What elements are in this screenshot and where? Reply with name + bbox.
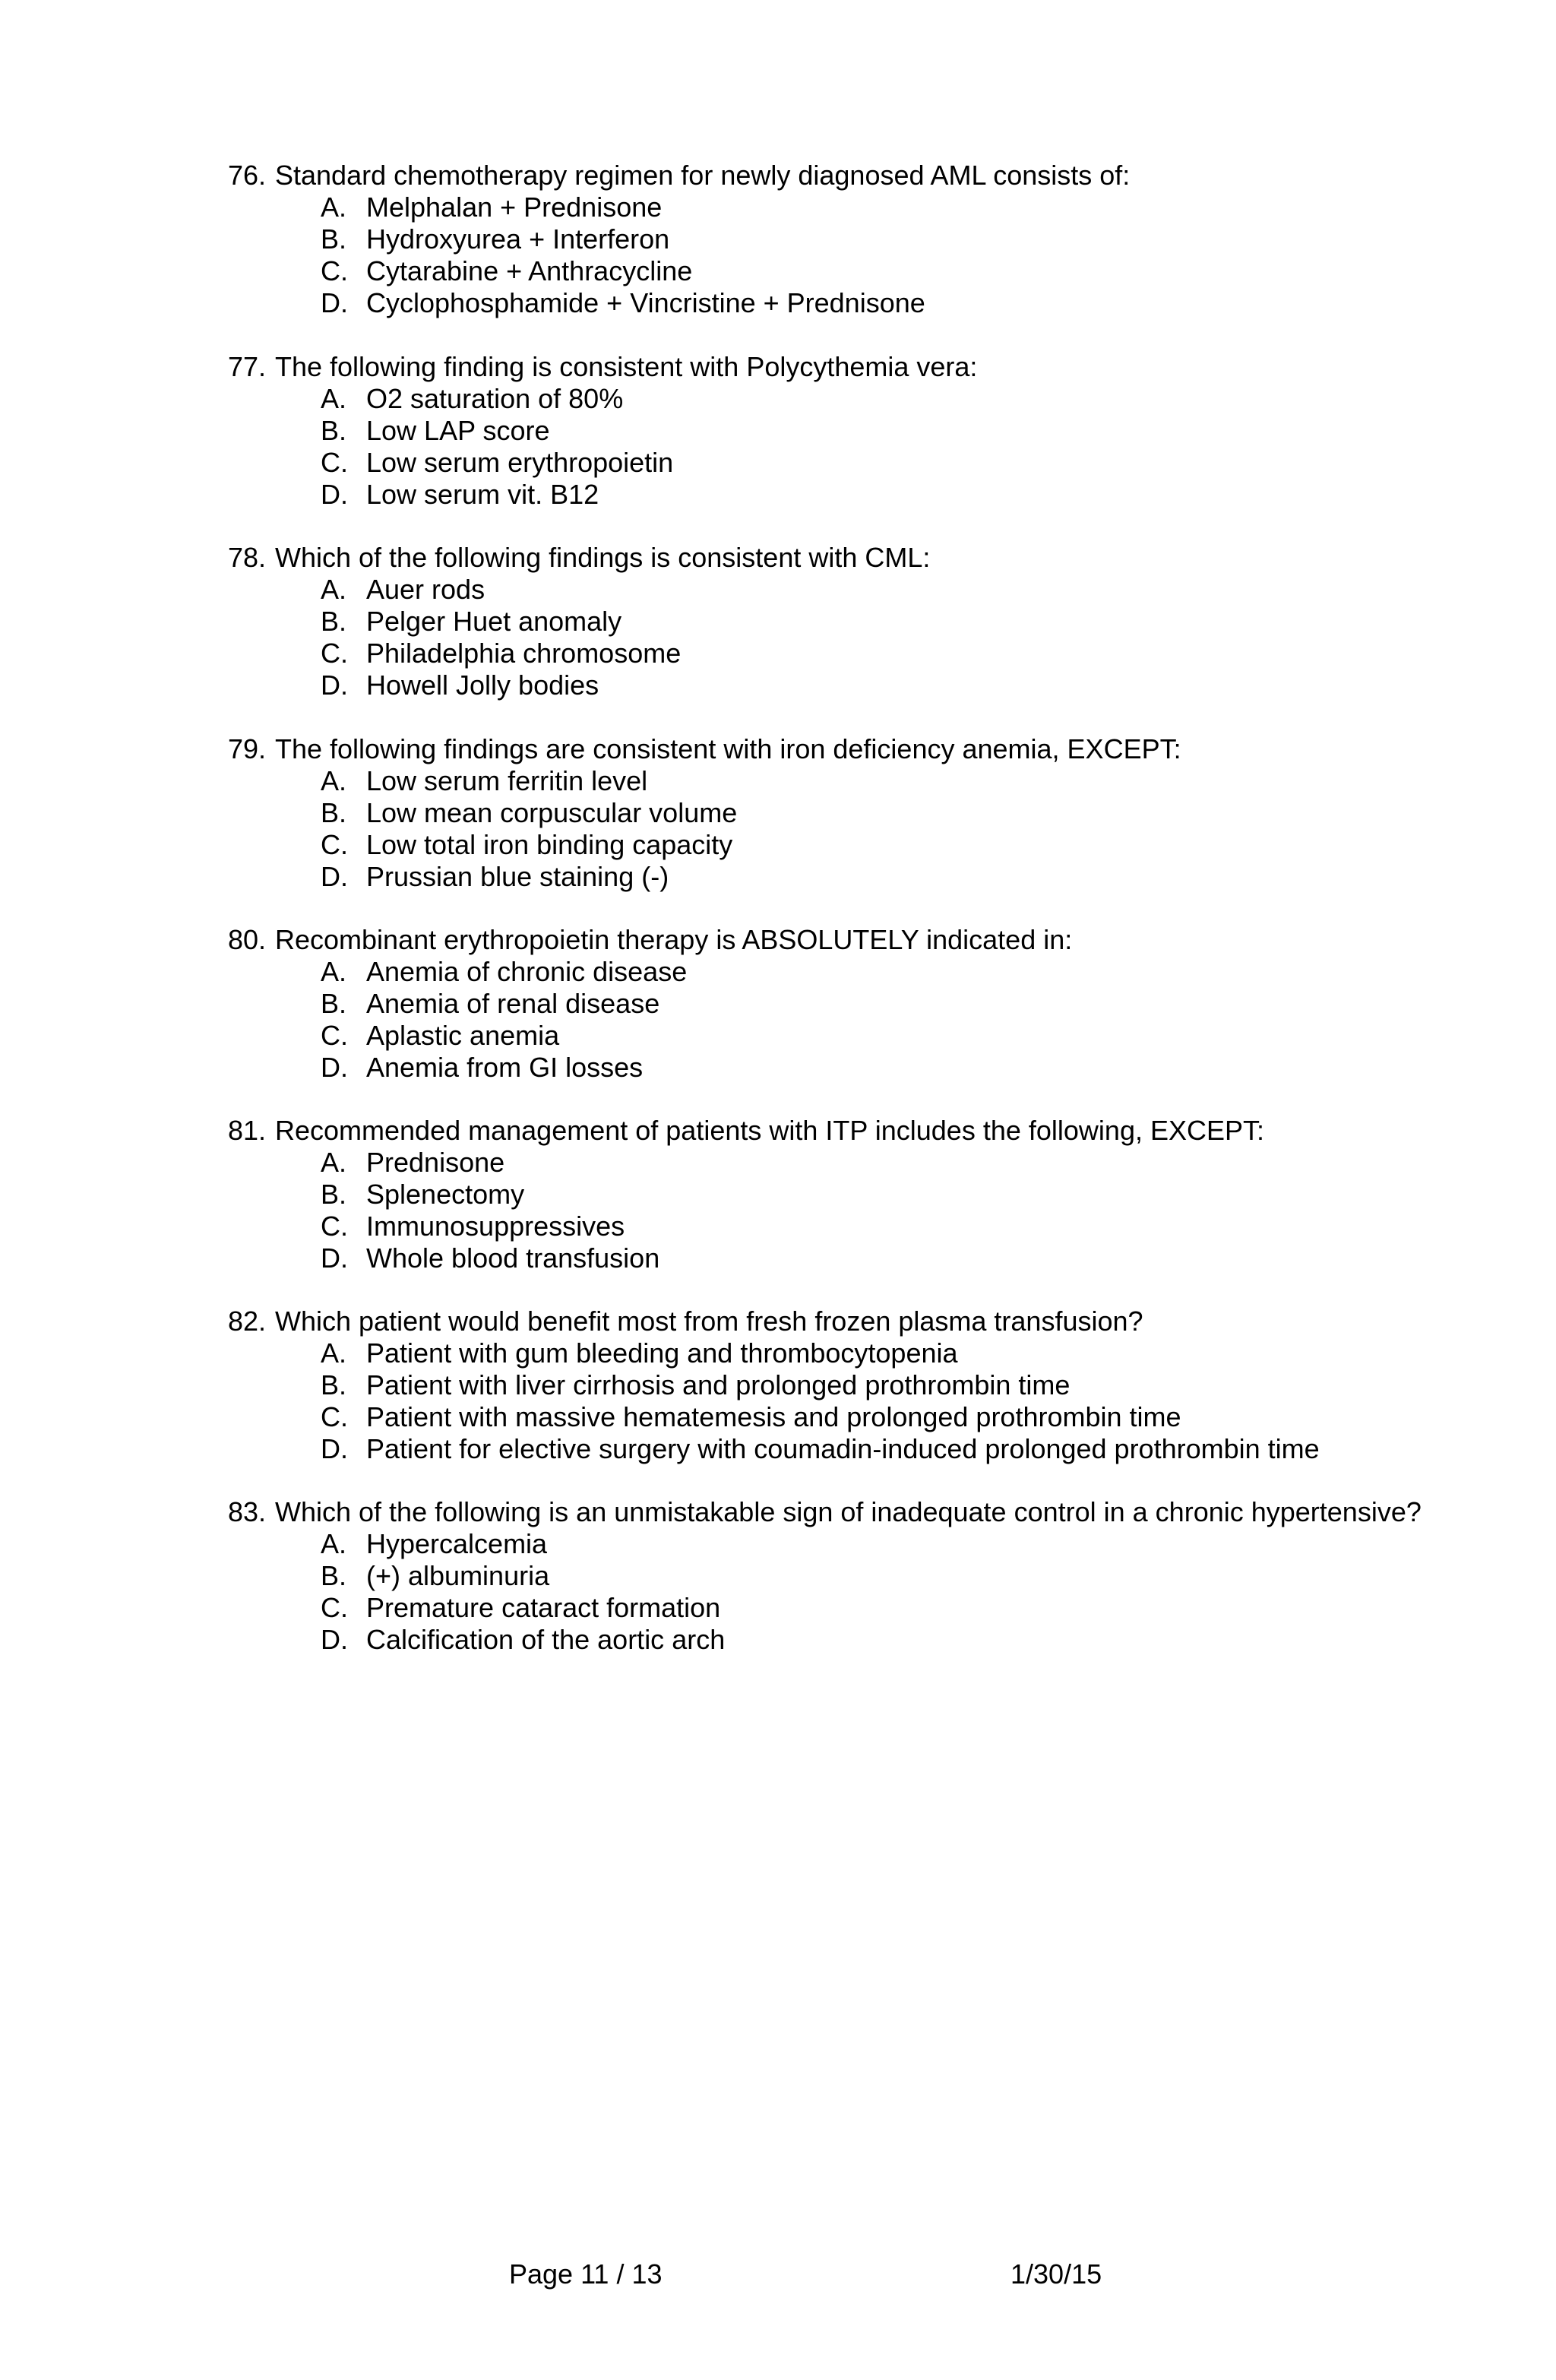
choice-list — [228, 1147, 1428, 1274]
question-number: 82. — [228, 1306, 267, 1337]
choice-letter: B. — [321, 1369, 347, 1400]
choice-text: Anemia of chronic disease — [366, 956, 688, 987]
question-text: Which patient would benefit most from fresh frozen plasma transfusion? — [275, 1306, 1143, 1337]
choice-letter: A. — [321, 383, 347, 414]
choice-a — [228, 383, 1428, 415]
question-number: 81. — [228, 1115, 267, 1146]
question-stem — [228, 733, 1428, 765]
choice-b — [228, 1179, 1428, 1211]
choice-letter: C. — [321, 1020, 348, 1051]
question-number: 76. — [228, 160, 267, 191]
choice-text: Low total iron binding capacity — [366, 829, 733, 860]
choice-list — [228, 765, 1428, 893]
choice-text: Aplastic anemia — [366, 1020, 560, 1051]
choice-letter: B. — [321, 1560, 347, 1591]
choice-b — [228, 415, 1428, 447]
choice-text: Low serum erythropoietin — [366, 447, 674, 478]
choice-text: Low LAP score — [366, 415, 550, 446]
choice-letter: C. — [321, 255, 348, 286]
choice-a — [228, 191, 1428, 223]
choice-letter: C. — [321, 1592, 348, 1623]
choice-d — [228, 669, 1428, 701]
question-text: Recommended management of patients with ITP includes the following, EXCEPT: — [275, 1115, 1265, 1146]
choice-letter: D. — [321, 1433, 348, 1464]
choice-text: Cyclophosphamide + Vincristine + Prednisone — [366, 287, 925, 318]
choice-b — [228, 223, 1428, 255]
question-82 — [228, 1306, 1428, 1465]
choice-text: Auer rods — [366, 574, 485, 605]
choice-d — [228, 861, 1428, 893]
choice-list — [228, 1337, 1428, 1465]
choice-a — [228, 574, 1428, 606]
choice-text: Calcification of the aortic arch — [366, 1624, 726, 1655]
choice-d — [228, 287, 1428, 319]
choice-letter: D. — [321, 479, 348, 510]
choice-text: Prednisone — [366, 1147, 505, 1178]
choice-c — [228, 638, 1428, 669]
choice-a — [228, 1147, 1428, 1179]
choice-letter: B. — [321, 606, 347, 637]
question-stem — [228, 924, 1428, 956]
question-number: 80. — [228, 924, 267, 955]
question-stem — [228, 160, 1428, 191]
choice-letter: B. — [321, 415, 347, 446]
choice-letter: D. — [321, 861, 348, 892]
choice-text: Patient with massive hematemesis and prolonged prothrombin time — [366, 1401, 1181, 1432]
choice-list — [228, 191, 1428, 319]
question-stem — [228, 1306, 1428, 1337]
question-number: 79. — [228, 733, 267, 764]
choice-text: Patient for elective surgery with coumadin-induced prolonged prothrombin time — [366, 1433, 1320, 1464]
choice-c — [228, 1211, 1428, 1242]
question-number: 77. — [228, 351, 267, 382]
choice-text: O2 saturation of 80% — [366, 383, 624, 414]
choice-a — [228, 1528, 1428, 1560]
choice-text: Whole blood transfusion — [366, 1242, 660, 1274]
choice-text: Prussian blue staining (-) — [366, 861, 669, 892]
choice-letter: D. — [321, 1624, 348, 1655]
question-stem — [228, 351, 1428, 383]
question-77 — [228, 351, 1428, 511]
choice-b — [228, 606, 1428, 638]
choice-list — [228, 1528, 1428, 1656]
choice-letter: A. — [321, 574, 347, 605]
choice-text: Pelger Huet anomaly — [366, 606, 622, 637]
question-stem — [228, 1115, 1428, 1147]
page-number: Page 11 / 13 — [509, 2258, 663, 2290]
question-text: Recombinant erythropoietin therapy is ABSOLUTELY indicated in: — [275, 924, 1073, 955]
footer-date: 1/30/15 — [1010, 2258, 1102, 2290]
choice-d — [228, 1052, 1428, 1084]
choice-a — [228, 1337, 1428, 1369]
choice-text: Patient with gum bleeding and thrombocytopenia — [366, 1337, 958, 1369]
question-text: Standard chemotherapy regimen for newly diagnosed AML consists of: — [275, 160, 1131, 191]
choice-letter: C. — [321, 829, 348, 860]
choice-text: Howell Jolly bodies — [366, 669, 599, 701]
choice-letter: A. — [321, 1147, 347, 1178]
choice-text: Philadelphia chromosome — [366, 638, 682, 669]
choice-text: Low serum ferritin level — [366, 765, 648, 796]
choice-c — [228, 447, 1428, 479]
choice-d — [228, 1624, 1428, 1656]
choice-letter: C. — [321, 1401, 348, 1432]
question-83 — [228, 1496, 1428, 1656]
choice-text: Low serum vit. B12 — [366, 479, 599, 510]
choice-text: Patient with liver cirrhosis and prolonged prothrombin time — [366, 1369, 1071, 1400]
choice-b — [228, 988, 1428, 1020]
choice-letter: A. — [321, 1337, 347, 1369]
question-stem — [228, 1496, 1428, 1528]
choice-text: Hydroxyurea + Interferon — [366, 223, 670, 255]
choice-d — [228, 1433, 1428, 1465]
choice-b — [228, 1560, 1428, 1592]
choice-d — [228, 1242, 1428, 1274]
question-79 — [228, 733, 1428, 893]
choice-c — [228, 1020, 1428, 1052]
choice-text: Hypercalcemia — [366, 1528, 548, 1559]
choice-letter: A. — [321, 956, 347, 987]
question-76 — [228, 160, 1428, 319]
choice-list — [228, 574, 1428, 701]
choice-letter: B. — [321, 1179, 347, 1210]
choice-letter: A. — [321, 765, 347, 796]
question-text: The following findings are consistent with iron deficiency anemia, EXCEPT: — [275, 733, 1181, 764]
choice-letter: D. — [321, 1052, 348, 1083]
choice-b — [228, 1369, 1428, 1401]
choice-b — [228, 797, 1428, 829]
choice-letter: B. — [321, 223, 347, 255]
choice-c — [228, 255, 1428, 287]
choice-letter: C. — [321, 447, 348, 478]
choice-a — [228, 765, 1428, 797]
choice-text: Splenectomy — [366, 1179, 525, 1210]
choice-text: Anemia from GI losses — [366, 1052, 644, 1083]
choice-letter: D. — [321, 287, 348, 318]
choice-letter: A. — [321, 191, 347, 223]
choice-c — [228, 1401, 1428, 1433]
choice-c — [228, 1592, 1428, 1624]
choice-d — [228, 479, 1428, 511]
choice-list — [228, 383, 1428, 511]
choice-text: Premature cataract formation — [366, 1592, 721, 1623]
choice-text: Cytarabine + Anthracycline — [366, 255, 693, 286]
choice-text: Melphalan + Prednisone — [366, 191, 663, 223]
choice-letter: B. — [321, 988, 347, 1019]
choice-text: (+) albuminuria — [366, 1560, 550, 1591]
question-text: Which of the following is an unmistakable sign of inadequate control in a chronic hypertensive? — [275, 1496, 1422, 1527]
question-78 — [228, 542, 1428, 701]
choice-c — [228, 829, 1428, 861]
choice-list — [228, 956, 1428, 1084]
question-number: 78. — [228, 542, 267, 573]
question-number: 83. — [228, 1496, 267, 1527]
question-stem — [228, 542, 1428, 574]
choice-letter: C. — [321, 1211, 348, 1242]
choice-text: Anemia of renal disease — [366, 988, 660, 1019]
question-81 — [228, 1115, 1428, 1274]
question-text: The following finding is consistent with Polycythemia vera: — [275, 351, 978, 382]
choice-text: Immunosuppressives — [366, 1211, 625, 1242]
choice-text: Low mean corpuscular volume — [366, 797, 738, 828]
choice-letter: A. — [321, 1528, 347, 1559]
choice-letter: D. — [321, 1242, 348, 1274]
choice-letter: D. — [321, 669, 348, 701]
choice-letter: C. — [321, 638, 348, 669]
question-80 — [228, 924, 1428, 1084]
choice-letter: B. — [321, 797, 347, 828]
choice-a — [228, 956, 1428, 988]
question-text: Which of the following findings is consistent with CML: — [275, 542, 931, 573]
